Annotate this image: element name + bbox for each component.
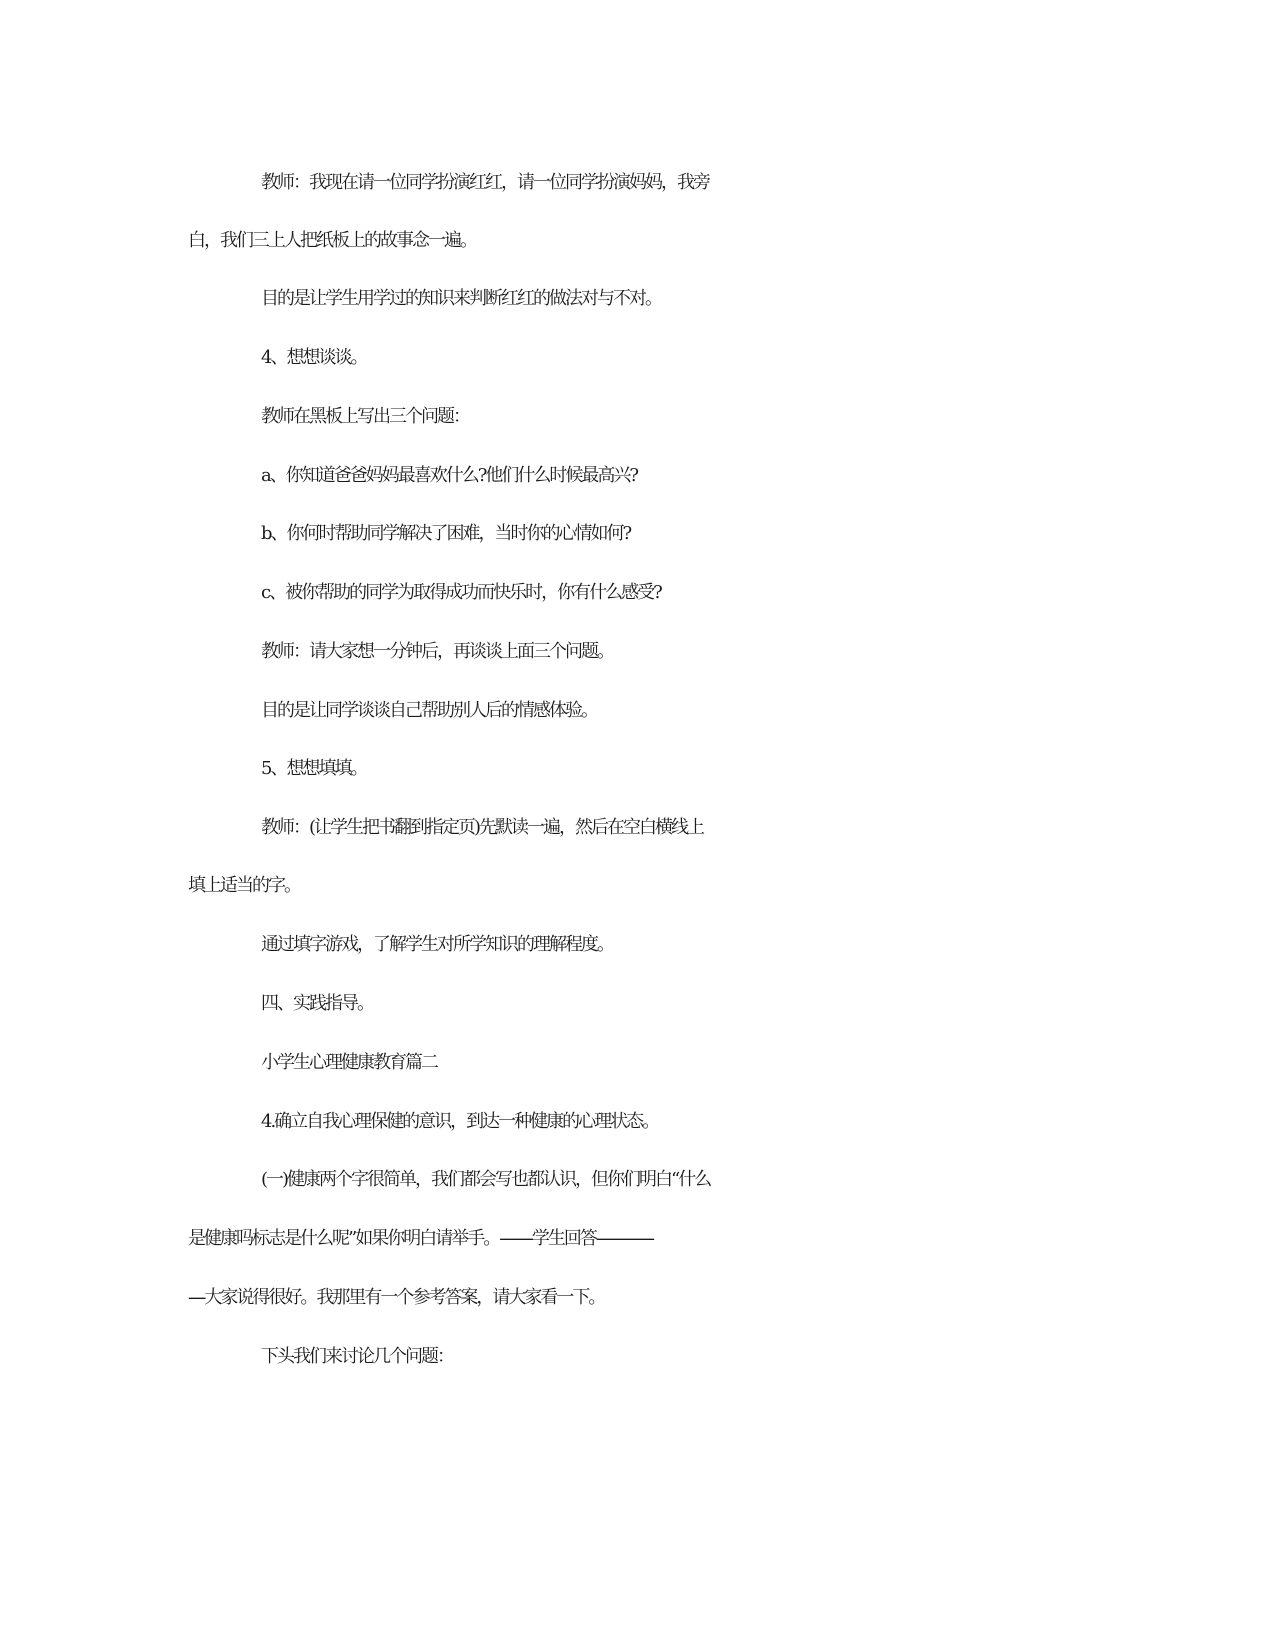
- section-heading-think-fill: 5、想想填填。: [261, 758, 367, 779]
- article-title-part-two: 小学生心理健康教育篇二: [261, 1052, 437, 1073]
- paragraph-health-question: (一)健康两个字很简单，我们都会写也都认识，但你们明白“什么: [261, 1169, 711, 1190]
- question-b: b、你何时帮助同学解决了困难，当时你的心情如何?: [261, 523, 631, 544]
- paragraph-three-questions: 教师在黑板上写出三个问题：: [261, 406, 469, 427]
- paragraph-teacher-fill: 教师：(让学生把书翻到指定页)先默读一遍，然后在空白横线上: [261, 817, 704, 838]
- question-a: a、你知道爸爸妈妈最喜欢什么?他们什么时候最高兴?: [261, 465, 638, 486]
- section-heading-practice: 四、实践指导。: [261, 993, 373, 1014]
- paragraph-fill-game: 通过填字游戏，了解学生对所学知识的理解程度。: [261, 934, 613, 955]
- paragraph-health-question-cont: 是健康吗标志是什么呢”如果你明白请举手。--------学生回答--------------: [188, 1228, 654, 1249]
- paragraph-teacher-roleplay-cont: 白，我们三上人把纸板上的故事念一遍。: [188, 230, 476, 251]
- paragraph-self-awareness: 4.确立自我心理保健的意识，到达一种健康的心理状态。: [261, 1111, 659, 1132]
- paragraph-teacher-think: 教师：请大家想一分钟后，再谈谈上面三个问题。: [261, 641, 613, 662]
- question-c: c、被你帮助的同学为取得成功而快乐时，你有什么感受?: [261, 582, 661, 603]
- paragraph-teacher-fill-cont: 填上适当的字。: [188, 875, 300, 896]
- paragraph-purpose-emotion: 目的是让同学谈谈自己帮助别人后的情感体验。: [261, 700, 597, 721]
- paragraph-teacher-roleplay: 教师：我现在请一位同学扮演红红，请一位同学扮演妈妈，我旁: [261, 172, 709, 193]
- paragraph-health-question-end: ----大家说得很好。我那里有一个参考答案，请大家看一下。: [188, 1287, 605, 1308]
- section-heading-think-talk: 4、想想谈谈。: [261, 347, 367, 368]
- paragraph-purpose-judge: 目的是让学生用学过的知识来判断红红的做法对与不对。: [261, 288, 661, 309]
- paragraph-discussion: 下头我们来讨论几个问题：: [261, 1346, 453, 1367]
